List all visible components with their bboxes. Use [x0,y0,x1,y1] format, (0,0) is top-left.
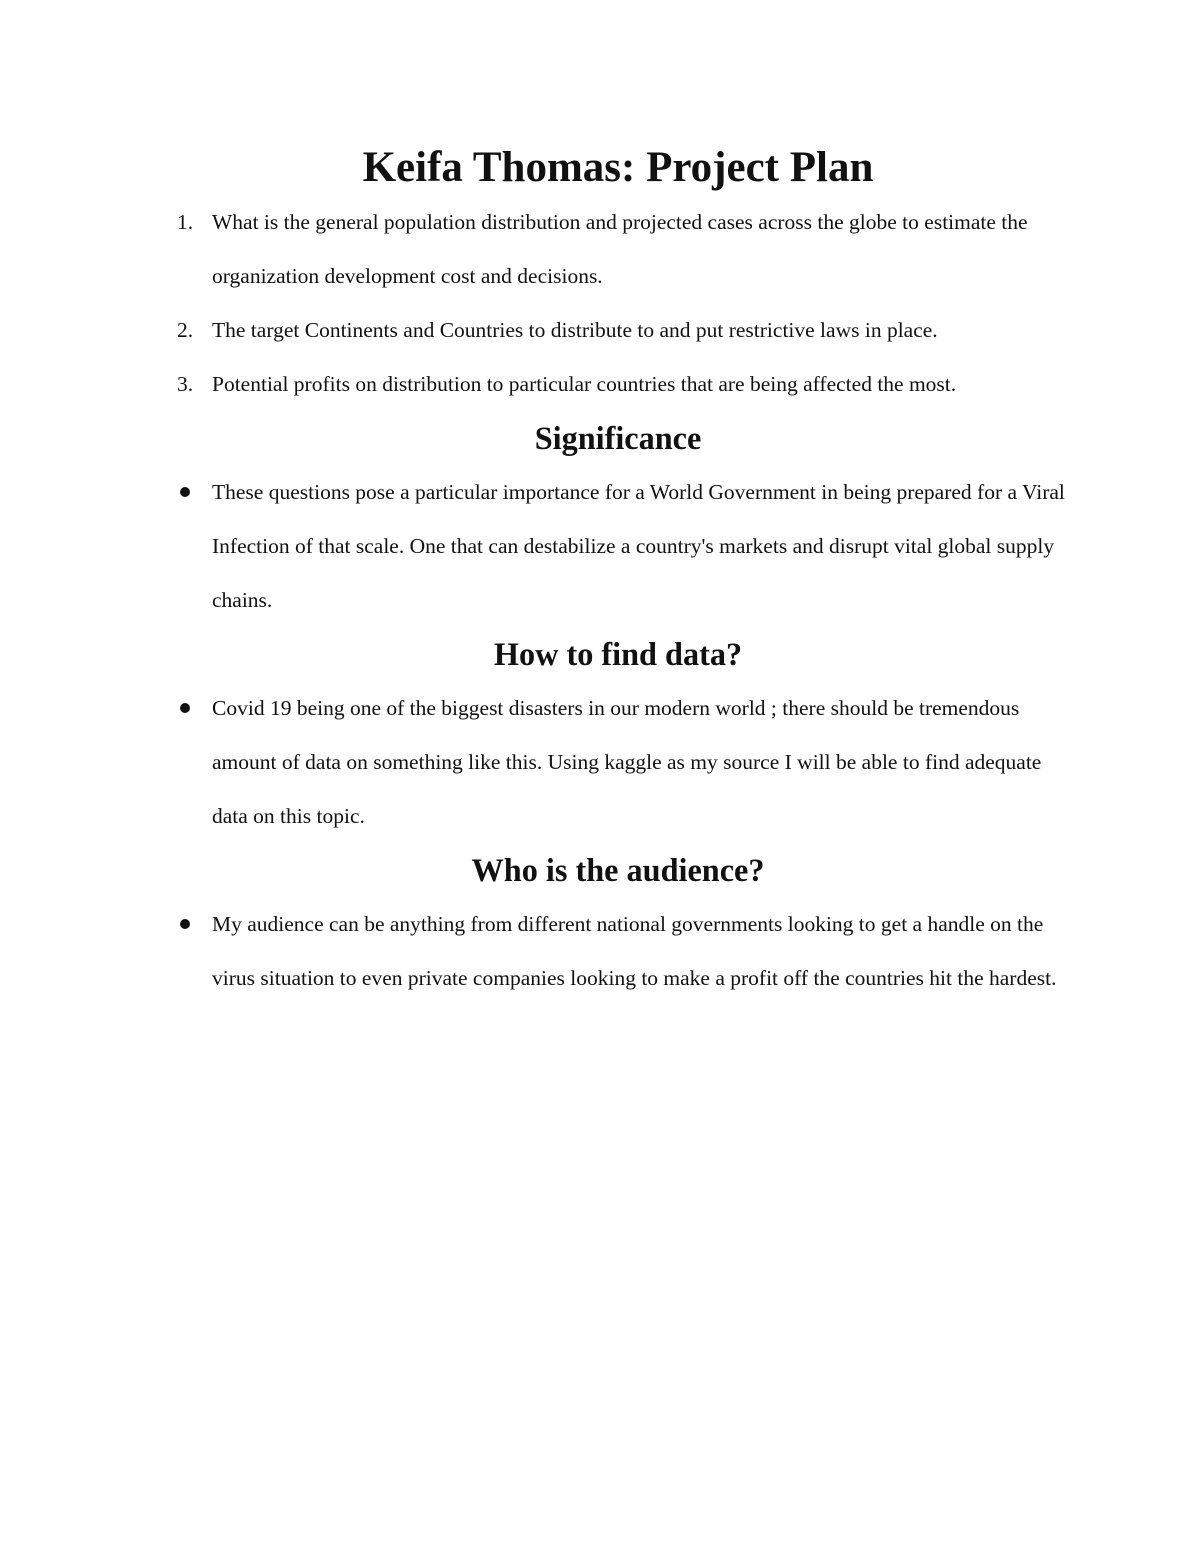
bullet-item [168,465,1068,627]
question-text: What is the general population distribution and projected cases across the globe to estimate the organization development cost and decisions. [212,210,1028,288]
section-heading-audience: Who is the audience? [471,852,765,888]
document-body [168,141,1068,1005]
bullet-item [168,897,1068,1005]
question-text: The target Continents and Countries to distribute to and put restrictive laws in place. [212,318,938,342]
question-item [168,357,1068,411]
bullet-text: Covid 19 being one of the biggest disasters in our modern world ; there should be tremendous amount of data on something like this. Using kaggle as my source I will be able to find adequate data on this topic. [212,696,1042,828]
list-number: 2. [177,318,194,342]
bullet-icon [180,487,190,497]
section-heading-find-data: How to find data? [493,636,743,672]
question-item [168,195,1068,303]
bullet-icon [180,703,190,713]
question-list [168,195,1068,411]
bullet-text: These questions pose a particular importance for a World Government in being prepared for a Viral Infection of that scale. One that can destabilize a country's markets and disrupt vital global supply chains. [212,480,1065,612]
bullet-item [168,681,1068,843]
section-heading-significance: Significance [534,420,702,456]
list-number: 1. [177,210,194,234]
significance-list [168,465,1068,627]
list-number: 3. [177,372,194,396]
audience-list [168,897,1068,1005]
bullet-icon [180,919,190,929]
find-data-list [168,681,1068,843]
bullet-text: My audience can be anything from different national governments looking to get a handle on the virus situation to even private companies looking to make a profit off the countries hit the hardest. [212,912,1057,990]
question-text: Potential profits on distribution to particular countries that are being affected the most. [212,372,957,396]
question-item [168,303,1068,357]
document-title: Keifa Thomas: Project Plan [362,144,874,191]
